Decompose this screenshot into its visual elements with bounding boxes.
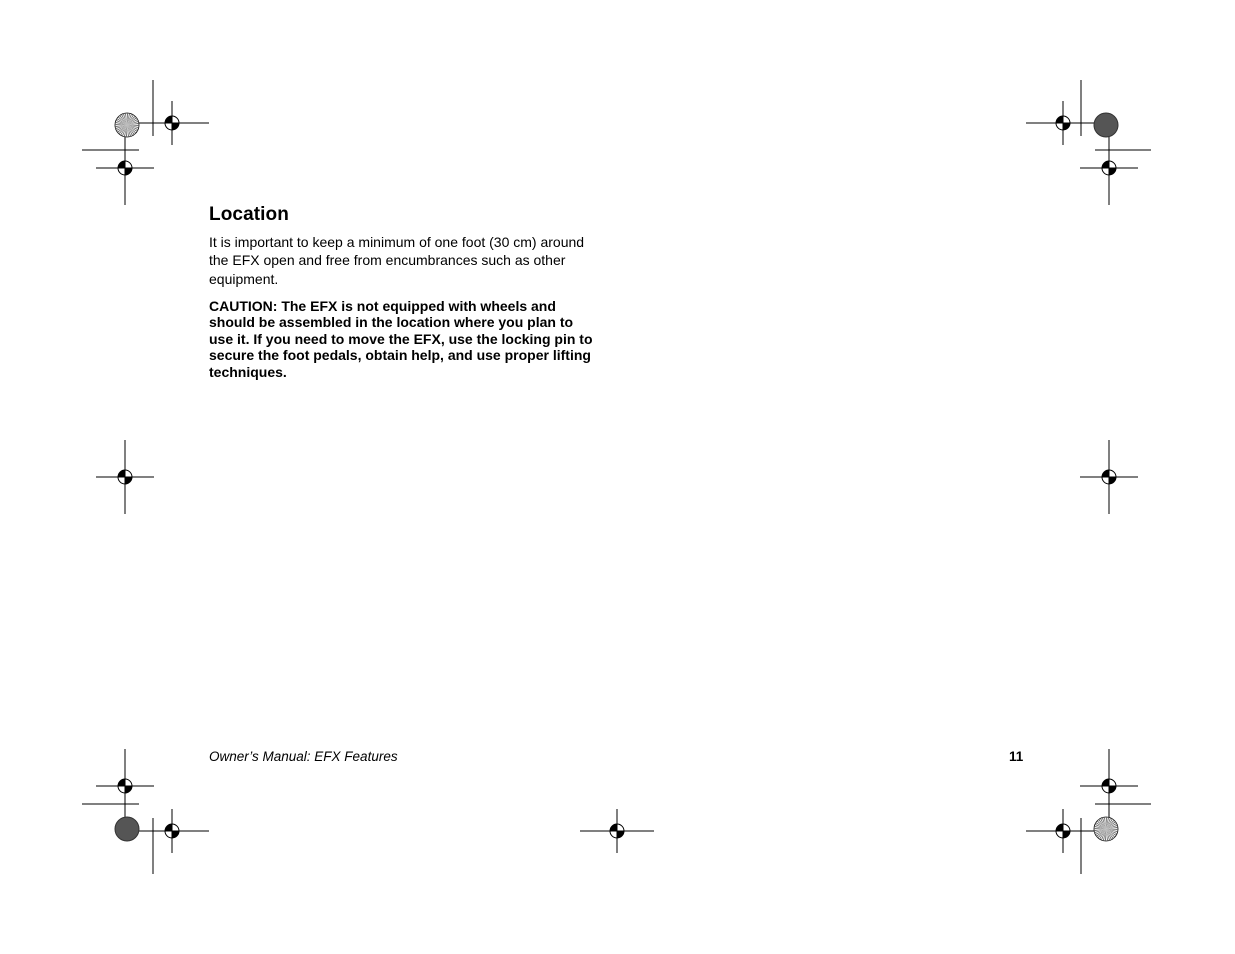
registration-target-icon: [135, 101, 209, 145]
density-patch-icon: [115, 817, 139, 841]
registration-target-icon: [96, 440, 154, 514]
caution-paragraph: CAUTION: The EFX is not equipped with wheels and should be assembled in the location where you plan to use it. If you need to move the EFX, use the locking pin to secure the foot pedals, obtain help, and use proper lifting techniques.: [209, 297, 593, 380]
star-target-icon: [115, 113, 139, 137]
registration-target-icon: [580, 809, 654, 853]
registration-target-icon: [135, 809, 209, 853]
content-block: [209, 204, 601, 380]
registration-target-icon: [1080, 440, 1138, 514]
registration-target-icon: [1080, 749, 1138, 823]
page-number: 11: [1009, 749, 1024, 764]
footer-manual-title: Owner’s Manual: EFX Features: [209, 749, 398, 764]
section-title: Location: [209, 204, 289, 225]
registration-target-icon: [96, 749, 154, 823]
registration-target-icon: [1026, 101, 1100, 145]
registration-target-icon: [1080, 131, 1138, 205]
body-paragraph: It is important to keep a minimum of one foot (30 cm) around the EFX open and free from encumbrances such as other equipment.: [209, 234, 585, 287]
registration-target-icon: [1026, 809, 1100, 853]
density-patch-icon: [1094, 113, 1118, 137]
registration-target-icon: [96, 131, 154, 205]
star-target-icon: [1094, 817, 1118, 841]
